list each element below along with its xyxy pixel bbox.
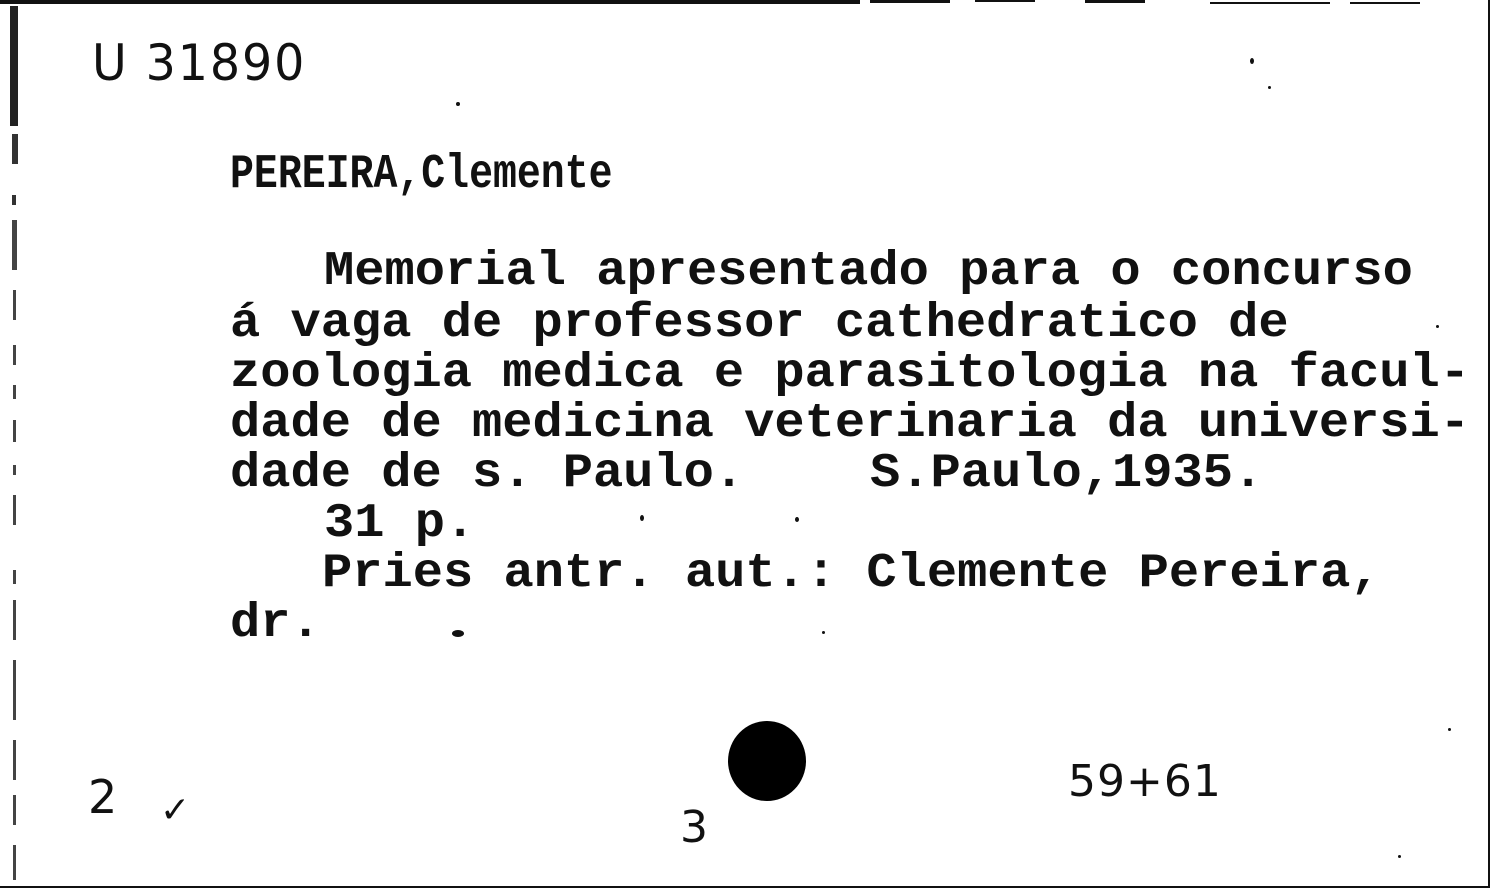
card-left-edge — [0, 0, 24, 888]
pagination: 31 p. — [324, 497, 476, 551]
author-heading: PEREIRA,Clemente — [230, 148, 613, 202]
ink-speck — [795, 517, 799, 522]
ink-speck — [1398, 855, 1401, 858]
card-top-edge — [0, 0, 1490, 6]
ink-speck — [822, 631, 825, 634]
title-line-3: zoologia medica e parasitologia na facul- — [230, 347, 1471, 401]
imprint: S.Paulo,1935. — [870, 447, 1264, 501]
call-number: U 31890 — [92, 34, 307, 92]
ink-speck — [1268, 86, 1271, 89]
copy-mark: 2 — [88, 770, 120, 824]
ink-speck — [1250, 58, 1254, 64]
title-line-5: dade de s. Paulo. — [230, 447, 745, 501]
check-mark-icon: ✓ — [160, 790, 193, 831]
note-line-2: dr. — [230, 597, 321, 651]
count-annotation: 59+61 — [1068, 756, 1222, 807]
title-line-2: á vaga de professor cathedratico de — [230, 297, 1289, 351]
ink-speck — [456, 102, 460, 106]
punch-hole — [728, 721, 806, 801]
note-line-1: Pries antr. aut.: Clemente Pereira, — [322, 547, 1381, 601]
ink-speck — [1448, 728, 1451, 731]
title-line-1: Memorial apresentado para o concurso — [324, 245, 1413, 299]
title-line-4: dade de medicina veterinaria da universi- — [230, 397, 1471, 451]
ink-speck — [1436, 325, 1439, 328]
bottom-number: 3 — [680, 802, 710, 853]
ink-speck — [640, 515, 644, 521]
ink-speck — [452, 630, 464, 637]
